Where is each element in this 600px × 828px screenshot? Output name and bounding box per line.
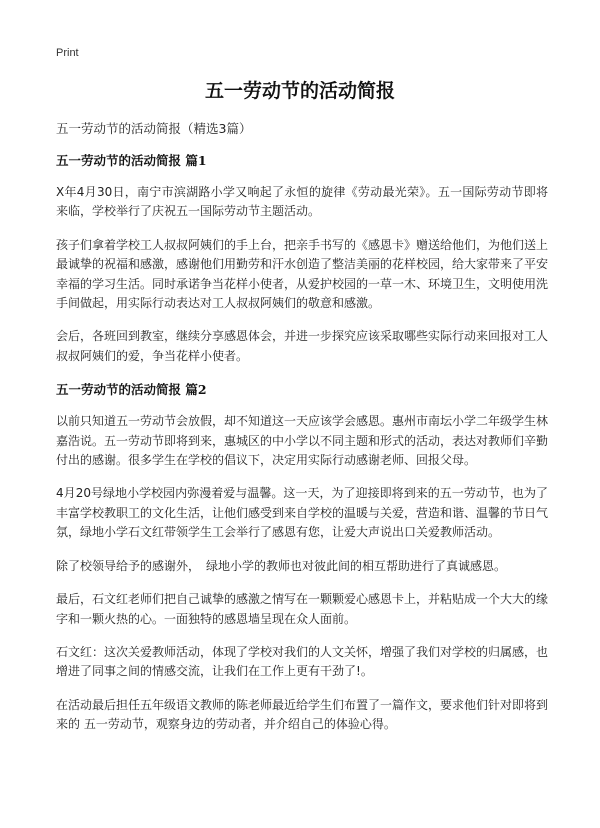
section-heading: 五一劳动节的活动简报 篇2 <box>56 382 207 398</box>
section-1 <box>56 151 548 366</box>
section-heading: 五一劳动节的活动简报 篇1 <box>56 153 207 168</box>
page-title: 五一劳动节的活动简报 <box>204 80 395 102</box>
article-body <box>56 119 548 749</box>
print-link[interactable]: Print <box>56 47 79 59</box>
paragraph: 孩子们拿着学校工人叔叔阿姨们的手上台，把亲手书写的《感恩卡》赠送给他们，为他们送上最诚挚的祝福和感激，感谢他们用勤劳和汗水创造了整洁美丽的花样校园，给大家带来了平安幸福的学习生活。同时承诺争当花样小使者，从爱护校园的一草一木、环境卫生，文明使用洗手间做起，用实际行动表达对工人叔叔阿姨们的敬意和感激。 <box>56 237 549 311</box>
paragraph: X年4月30日，南宁市滨湖路小学又响起了永恒的旋律《劳动最光荣》。五一国际劳动节即将来临，学校举行了庆祝五一国际劳动节主题活动。 <box>56 185 548 219</box>
article-subtitle: 五一劳动节的活动简报（精选3篇） <box>56 121 252 136</box>
paragraph: 4月20号绿地小学校园内弥漫着爱与温馨。这一天，为了迎接即将到来的五一劳动节，也为了丰富学校教职工的文化生活，让他们感受到来自学校的温暖与关爱，营造和谐、温馨的节日气氛，绿地小学石文红带领学生工会举行了感恩有您，让爱大声说出口关爱教师活动。 <box>56 486 549 540</box>
paragraph: 除了校领导给予的感谢外， 绿地小学的教师也对彼此间的相互帮助进行了真诚感恩。 <box>56 558 507 573</box>
paragraph: 在活动最后担任五年级语文教师的陈老师最近给学生们布置了一篇作文，要求他们针对即将到来的 五一劳动节，观察身边的劳动者，并介绍自己的体验心得。 <box>56 697 549 732</box>
paragraph: 会后，各班回到教室，继续分享感恩体会，并进一步探究应该采取哪些实际行动来回报对工人叔叔阿姨们的爱，争当花样小使者。 <box>56 329 549 363</box>
paragraph: 以前只知道五一劳动节会放假，却不知道这一天应该学会感恩。惠州市南坛小学二年级学生林嘉浩说。五一劳动节即将到来，惠城区的中小学以不同主题和形式的活动，表达对教师们辛勤付出的感谢。很多学生在学校的倡议下，决定用实际行动感谢老师、回报父母。 <box>56 414 549 468</box>
paragraph: 石文红：这次关爱教师活动，体现了学校对我们的人文关怀，增强了我们对学校的归属感，也增进了同事之间的情感交流，让我们在工作上更有干劲了!。 <box>56 644 549 679</box>
paragraph: 最后，石文红老师们把自己诚挚的感激之情写在一颗颗爱心感恩卡上，并粘贴成一个大大的缘字和一颗火热的心。一面独特的感恩墙呈现在众人面前。 <box>56 592 549 626</box>
section-2 <box>56 380 548 734</box>
